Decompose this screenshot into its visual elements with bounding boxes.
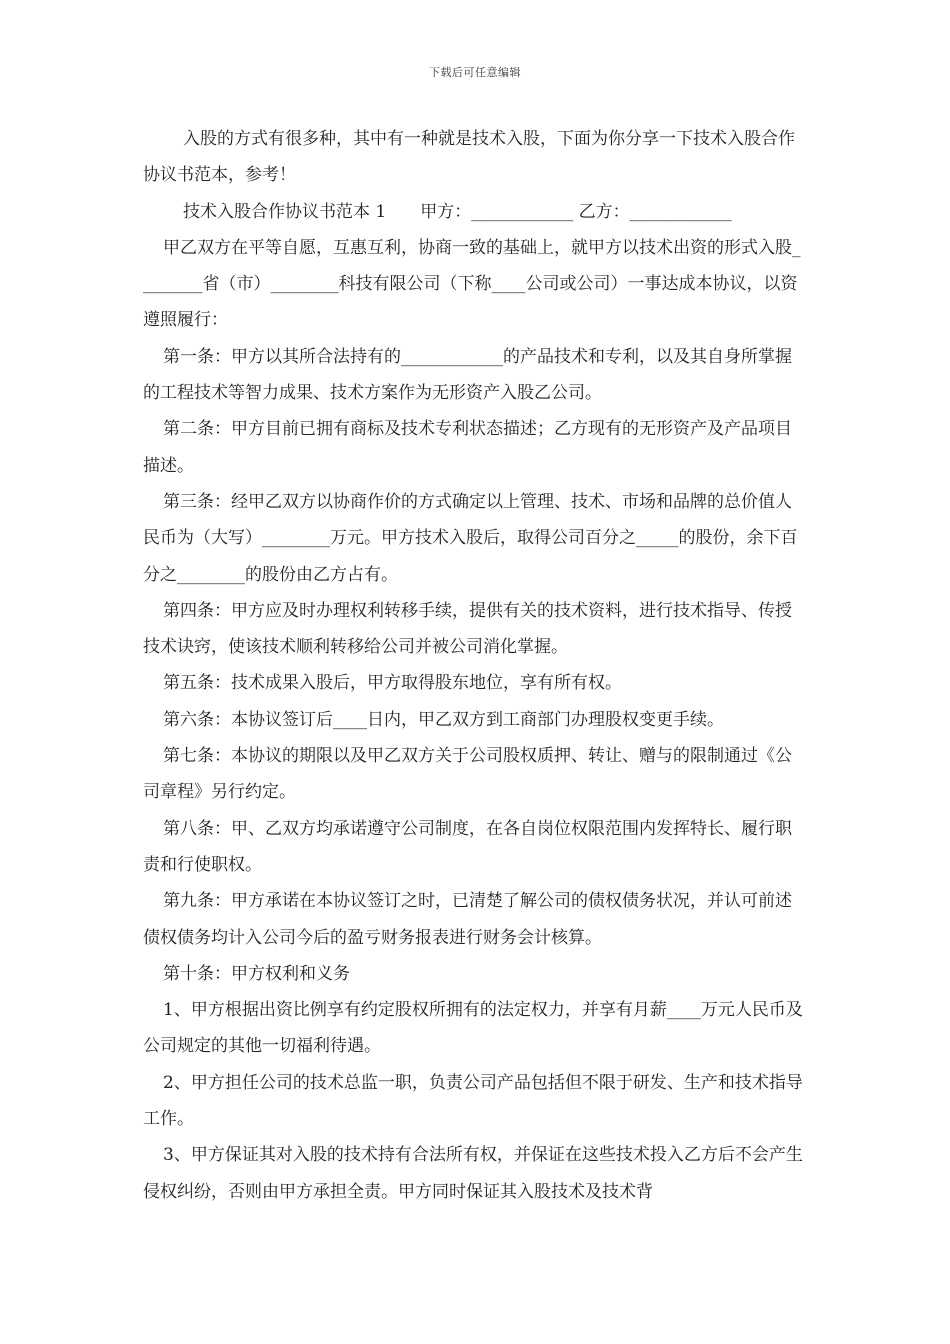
document-body [143, 121, 808, 1210]
article-5: 第五条：技术成果入股后，甲方取得股东地位，享有所有权。 [163, 673, 622, 694]
article-6: 第六条：本协议签订后____日内，甲乙双方到工商部门办理股权变更手续。 [163, 709, 724, 730]
intro-paragraph: 入股的方式有很多种，其中有一种就是技术入股，下面为你分享一下技术入股合作协议书范本，参考！ [143, 129, 795, 186]
article-2: 第二条：甲方目前已拥有商标及技术专利状态描述；乙方现有的无形资产及产品项目描述。 [143, 419, 792, 476]
agreement-title-line: 技术入股合作协议书范本 1 甲方：____________ 乙方：____________ [183, 201, 732, 222]
article-10: 第十条：甲方权利和义务 [163, 963, 350, 984]
article-10-item-3: 3、甲方保证其对入股的技术持有合法所有权，并保证在这些技术投入乙方后不会产生侵权纠纷，否则由甲方承担全责。甲方同时保证其入股技术及技术背 [143, 1145, 803, 1202]
article-3: 第三条：经甲乙双方以协商作价的方式确定以上管理、技术、市场和品牌的总价值人民币为（大写）________万元。甲方技术入股后，取得公司百分之_____的股份，余下百分之________的股份由乙方占有。 [143, 491, 798, 585]
article-10-item-2: 2、甲方担任公司的技术总监一职，负责公司产品包括但不限于研发、生产和技术指导工作。 [143, 1072, 803, 1130]
article-8: 第八条：甲、乙双方均承诺遵守公司制度，在各自岗位权限范围内发挥特长、履行职责和行使职权。 [143, 818, 792, 875]
article-9: 第九条：甲方承诺在本协议签订之时，已清楚了解公司的债权债务状况，并认可前述债权债务均计入公司今后的盈亏财务报表进行财务会计核算。 [143, 891, 792, 948]
page-header: 下载后可任意编辑 [429, 66, 521, 79]
preamble-paragraph: 甲乙双方在平等自愿，互惠互利，协商一致的基础上，就甲方以技术出资的形式入股________省（市）________科技有限公司（下称____公司或公司）一事达成本协议，以资遵照履行： [143, 237, 801, 331]
article-7: 第七条：本协议的期限以及甲乙双方关于公司股权质押、转让、赠与的限制通过《公司章程》另行约定。 [143, 746, 792, 803]
article-4: 第四条：甲方应及时办理权利转移手续，提供有关的技术资料，进行技术指导、传授技术诀窍，使该技术顺利转移给公司并被公司消化掌握。 [143, 600, 792, 658]
article-10-item-1: 1、甲方根据出资比例享有约定股权所拥有的法定权力，并享有月薪____万元人民币及公司规定的其他一切福利待遇。 [143, 1000, 803, 1057]
article-1: 第一条：甲方以其所合法持有的____________的产品技术和专利，以及其自身所掌握的工程技术等智力成果、技术方案作为无形资产入股乙公司。 [143, 346, 792, 404]
